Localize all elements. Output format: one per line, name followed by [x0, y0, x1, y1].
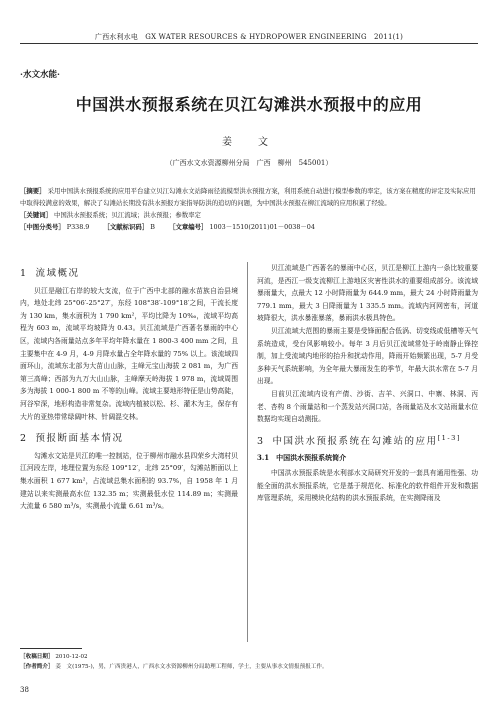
doc-code-value: B [150, 223, 155, 231]
right-paragraph-3: 目前贝江流域内设有产倩、沙街、吉羊、兴洞口、中寨、林洞、丙老、杏构 8 个雨量站和一个蒸发站兴洞口站，各雨量站及水文站雨量水位数据均实现自动测报。 [257, 389, 478, 424]
keywords [20, 209, 478, 221]
subsection-3-1-title: 3.1 中国洪水预报系统简介 [257, 453, 347, 463]
section-2-heading [20, 433, 238, 446]
section-1-paragraph: 贝江是融江右岸的较大支流，位于广西中北部的融水苗族自治县境内，地处北纬 25°06′-25°27′，东经 108°38′-109°18′之间，干流长度为 130 km，集水面积为 1 790 km²，平均比降为 10‰，流域平均高程为 603 m，流域平均坡降为 0.43。贝江流域是广西著名暴雨的中心区，流域内各雨量站点多年平均年降水量在 1 800-3 400 mm 之间，且主要集中在 4-9 月，4-9 月降水量占全年降水量的 75% 以上。该流域四面环山，流域东北部为大苗山山脉，主峰元宝山海拔 2 081 m，为广西第三高峰；西部为九万大山山脉，主峰摩天岭海拔 1 978 m，流域周围多为海拔 1 000-1 800 m 不等的山峰。流域主要地形特征是山势高陡，河谷窄深，地形构造非常复杂。流域内植被以松、杉、灌木为主，保存有大片的亚热带常绿阔叶林、针阔混交林。 [20, 286, 238, 421]
section-1-number: 1 [20, 268, 28, 279]
left-column [20, 262, 238, 513]
section-2-title: 预报断面基本情况 [35, 433, 124, 445]
affiliation: （广西水文水资源柳州分局 广西 柳州 545001） [165, 159, 333, 167]
keywords-label: ［关键词］ [20, 211, 52, 219]
abstract [20, 185, 478, 209]
clc-label: ［中图分类号］ [20, 223, 65, 231]
section-1-title: 流域概况 [35, 268, 80, 279]
section-3-heading [257, 433, 478, 449]
abstract-block [20, 185, 478, 233]
author: 姜 文 [222, 137, 276, 148]
page-number: 38 [20, 686, 29, 694]
section-3-reference: [1-3] [437, 433, 461, 442]
article-no-label: ［文章编号］ [169, 223, 208, 231]
author-bio [20, 662, 478, 672]
section-2-number: 2 [20, 433, 28, 445]
running-header: 广西水利水电 GX WATER RESOURCES & HYDROPOWER ENGINEERING 2011(1) [94, 33, 404, 41]
subsection-3-1-paragraph: 中国洪水预报系统是水利部水文局研究开发的一套具有通用性强、功能全面的洪水预报系统，它是基于规范化、标准化的软件组件开发和数据库管理系统，采用模块化结构的洪水预报系统，在实测降雨及 [257, 468, 478, 503]
bio-label: ［作者简介］ [20, 664, 54, 670]
bio-value: 姜 文(1975-)，男，广西贵港人，广西水文水资源柳州分局助理工程师，学士，主要从事水文情报预报工作。 [55, 664, 328, 670]
footnote-rule [20, 648, 82, 649]
article-title: 中国洪水预报系统在贝江勾滩洪水预报中的应用 [75, 95, 423, 114]
clc-value: P338.9 [66, 223, 90, 231]
right-paragraph-2: 贝江流域大范围的暴雨主要是受锋面配合低涡、切变线或低槽等天气系统造成，受台风影响较小。每年 3 月后贝江流域常处于岭南静止锋控制，加上受流域内地形的抬升和扰动作用，降雨开始频繁出现，5-7 月受多种天气系统影响，为全年最大暴雨发生的季节，年最大洪水常在 5-7 月出现。 [257, 326, 478, 386]
received-label: ［收稿日期］ [20, 654, 54, 660]
abstract-text: 采用中国洪水预报系统的应用平台建立贝江勾滩水文站降雨径流模型洪水预报方案，利用系统自动进行模型参数的率定，该方案在精度的评定及实际应用中取得较满意的效果，解决了勾滩站长期没有洪水预报方案指导防洪的追切的问题，为中国洪水预报在柳江流域的应用积累了经验。 [20, 187, 476, 207]
column-divider [247, 262, 248, 642]
received-date [20, 652, 478, 662]
header-rule [20, 43, 478, 44]
section-3-title: 中国洪水预报系统在勾滩站的应用 [272, 435, 438, 447]
right-column [257, 262, 478, 505]
section-3-number: 3 [257, 435, 265, 447]
doc-code-label: ［文献标识码］ [103, 223, 149, 231]
received-value: 2010-12-02 [55, 654, 88, 660]
section-2-paragraph: 勾滩水文站是贝江的唯一控制站，位于柳州市融水县四荣乡大湾村贝江河段左岸，地理位置为东经 109°12′，北纬 25°09′，勾滩站断面以上集水面积 1 677 km²，占流域总集水面积的 93.7%，自 1958 年 1 月建站以来实测最高水位 132.35 m；实测最低水位 114.89 m；实测最大流量 6 580 m³/s，实测最小流量 6.61 m³/s。 [20, 451, 238, 511]
article-no-value: 1003－1510(2011)01－0038－04 [209, 223, 315, 231]
section-1-heading [20, 268, 238, 281]
keywords-text: 中国洪水预报系统；贝江流域；洪水预报；参数率定 [54, 211, 201, 219]
right-paragraph-1: 贝江流域是广西著名的暴雨中心区，贝江是柳江上游内一条比较重要河流，是西江一级支流柳江上游地区灾害性洪水的重要组成部分。该流域暴雨量大，点最大 12 小时降雨量为 644.9 mm，最大 24 小时降雨量为 779.1 mm，最大 3 日降雨量为 1 335.5 mm。流域内河网密布，河道坡降很大，洪水暴涨暴落，暴雨洪水极具特色。 [257, 264, 478, 323]
section-tag: ·水文水能· [20, 70, 60, 80]
abstract-label: ［摘要］ [20, 187, 46, 195]
footnotes [20, 652, 478, 672]
classification-row [20, 221, 478, 233]
